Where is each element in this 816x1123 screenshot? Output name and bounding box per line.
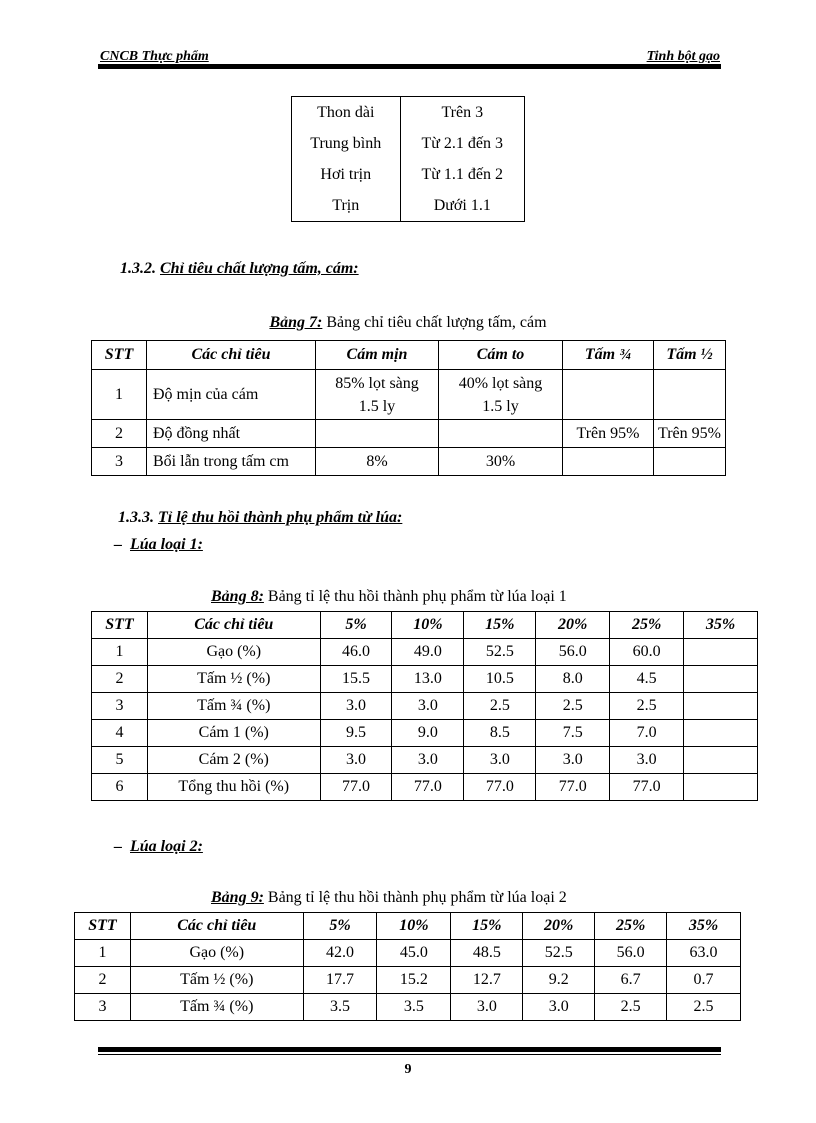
column-header: 10% bbox=[392, 612, 464, 639]
table-row bbox=[292, 97, 525, 129]
dash: – bbox=[114, 838, 122, 855]
table-cell: 3.5 bbox=[303, 994, 377, 1021]
table-cell: 2.5 bbox=[595, 994, 667, 1021]
table-cell: Độ đồng nhất bbox=[147, 420, 316, 448]
table-cell: Cám 1 (%) bbox=[147, 720, 320, 747]
page-number: 9 bbox=[404, 1062, 412, 1077]
table-cell: 6 bbox=[92, 774, 148, 801]
section-heading-1-3-3 bbox=[118, 509, 402, 527]
section-number: 1.3.3. bbox=[118, 509, 154, 526]
table-cell: 3.0 bbox=[464, 747, 536, 774]
column-header: 35% bbox=[667, 913, 741, 940]
section-heading-1-3-2 bbox=[120, 260, 359, 278]
table-row bbox=[75, 967, 741, 994]
table-cell: 52.5 bbox=[464, 639, 536, 666]
table-cell: 17.7 bbox=[303, 967, 377, 994]
table-cell: 4.5 bbox=[610, 666, 684, 693]
table-cell: 77.0 bbox=[610, 774, 684, 801]
ratio-cell: Dưới 1.1 bbox=[400, 190, 524, 222]
table-cell: 2.5 bbox=[536, 693, 610, 720]
table-cell: 8.0 bbox=[536, 666, 610, 693]
table-cell: 56.0 bbox=[536, 639, 610, 666]
table-cell: 77.0 bbox=[536, 774, 610, 801]
table-cell: 10.5 bbox=[464, 666, 536, 693]
table-cell: 3.0 bbox=[392, 693, 464, 720]
shape-name-cell: Hơi trịn bbox=[292, 159, 401, 190]
table7 bbox=[91, 340, 726, 476]
table-row bbox=[92, 747, 758, 774]
table-cell: 3.0 bbox=[523, 994, 595, 1021]
column-header: STT bbox=[92, 341, 147, 370]
table-cell: Gạo (%) bbox=[147, 639, 320, 666]
table-row bbox=[92, 693, 758, 720]
table-cell: 48.5 bbox=[451, 940, 523, 967]
table-cell: 7.0 bbox=[610, 720, 684, 747]
caption-text: Bảng tỉ lệ thu hồi thành phụ phẩm từ lúa loại 1 bbox=[263, 588, 567, 605]
table-row bbox=[92, 666, 758, 693]
table-cell: 77.0 bbox=[320, 774, 392, 801]
table-cell: Độ mịn của cám bbox=[147, 370, 316, 420]
table-row bbox=[92, 720, 758, 747]
table-cell: Tấm ¾ (%) bbox=[147, 693, 320, 720]
caption-label: Bảng 7: bbox=[269, 314, 323, 331]
table-cell: 2.5 bbox=[464, 693, 536, 720]
table-row bbox=[92, 370, 726, 420]
table-cell: 52.5 bbox=[523, 940, 595, 967]
table-cell: 3.5 bbox=[377, 994, 451, 1021]
table-cell: 2.5 bbox=[610, 693, 684, 720]
ratio-cell: Trên 3 bbox=[400, 97, 524, 129]
table-cell: 4 bbox=[92, 720, 148, 747]
table-cell: 3.0 bbox=[392, 747, 464, 774]
table-cell: 42.0 bbox=[303, 940, 377, 967]
table-cell: 3 bbox=[92, 448, 147, 476]
shape-name-cell: Thon dài bbox=[292, 97, 401, 129]
table-cell: 5 bbox=[92, 747, 148, 774]
table-cell: 1 bbox=[92, 639, 148, 666]
caption-label: Bảng 9: bbox=[211, 889, 264, 906]
table-row bbox=[92, 448, 726, 476]
table-cell bbox=[684, 720, 758, 747]
column-header: 5% bbox=[320, 612, 392, 639]
table-row bbox=[92, 639, 758, 666]
table-cell: 3.0 bbox=[610, 747, 684, 774]
table-row bbox=[92, 774, 758, 801]
column-header: 15% bbox=[464, 612, 536, 639]
table-cell: 1 bbox=[75, 940, 131, 967]
table-row bbox=[292, 128, 525, 159]
table-cell: 3.0 bbox=[320, 693, 392, 720]
column-header: Cám mịn bbox=[316, 341, 439, 370]
column-header: 35% bbox=[684, 612, 758, 639]
table-cell: 2 bbox=[92, 666, 148, 693]
table-cell: 0.7 bbox=[667, 967, 741, 994]
table-row bbox=[92, 420, 726, 448]
section-title: Chỉ tiêu chất lượng tấm, cám: bbox=[160, 260, 359, 277]
table-cell: 3.0 bbox=[320, 747, 392, 774]
table-cell: 3.0 bbox=[451, 994, 523, 1021]
column-header: Cám to bbox=[439, 341, 563, 370]
table-cell: 8.5 bbox=[464, 720, 536, 747]
table-cell: 9.2 bbox=[523, 967, 595, 994]
table-cell: 2 bbox=[75, 967, 131, 994]
shape-name-cell: Trịn bbox=[292, 190, 401, 222]
subheading-lua-loai-1 bbox=[114, 536, 203, 554]
table-cell: 12.7 bbox=[451, 967, 523, 994]
table-cell: 56.0 bbox=[595, 940, 667, 967]
column-header: 20% bbox=[523, 913, 595, 940]
header-row bbox=[75, 913, 741, 940]
header-rule bbox=[98, 64, 721, 69]
table-cell: 60.0 bbox=[610, 639, 684, 666]
table-cell bbox=[684, 747, 758, 774]
header-right: Tinh bột gạo bbox=[646, 49, 720, 64]
caption-label: Bảng 8: bbox=[211, 588, 264, 605]
table-cell: Tấm ¾ (%) bbox=[130, 994, 303, 1021]
table-row bbox=[292, 159, 525, 190]
table-cell bbox=[654, 370, 726, 420]
header-row bbox=[92, 612, 758, 639]
table-cell: 3 bbox=[75, 994, 131, 1021]
table-cell: 46.0 bbox=[320, 639, 392, 666]
table7-caption bbox=[0, 314, 816, 332]
column-header: 10% bbox=[377, 913, 451, 940]
column-header: STT bbox=[92, 612, 148, 639]
table8-caption bbox=[211, 588, 567, 606]
table-cell: Tấm ½ (%) bbox=[130, 967, 303, 994]
table-cell: 2 bbox=[92, 420, 147, 448]
table-cell: 3.0 bbox=[536, 747, 610, 774]
column-header: Tấm ½ bbox=[654, 341, 726, 370]
table-cell: Tấm ½ (%) bbox=[147, 666, 320, 693]
table-cell: 2.5 bbox=[667, 994, 741, 1021]
column-header: Các chỉ tiêu bbox=[147, 341, 316, 370]
subheading-label: Lúa loại 1: bbox=[130, 536, 203, 553]
table-cell: Tổng thu hồi (%) bbox=[147, 774, 320, 801]
column-header: 15% bbox=[451, 913, 523, 940]
table-cell: 8% bbox=[316, 448, 439, 476]
table-cell: 77.0 bbox=[392, 774, 464, 801]
table-cell: 9.5 bbox=[320, 720, 392, 747]
table9 bbox=[74, 912, 741, 1021]
table-cell bbox=[563, 448, 654, 476]
table-cell: 1 bbox=[92, 370, 147, 420]
table-row bbox=[75, 940, 741, 967]
table-cell: 9.0 bbox=[392, 720, 464, 747]
column-header: 25% bbox=[610, 612, 684, 639]
shape-name-cell: Trung bình bbox=[292, 128, 401, 159]
header-left: CNCB Thực phẩm bbox=[100, 49, 209, 64]
subheading-lua-loai-2 bbox=[114, 838, 203, 856]
footer-rule bbox=[98, 1047, 721, 1052]
table-cell: 77.0 bbox=[464, 774, 536, 801]
column-header: Các chỉ tiêu bbox=[130, 913, 303, 940]
table-cell bbox=[684, 693, 758, 720]
table-cell: 63.0 bbox=[667, 940, 741, 967]
table-cell: 30% bbox=[439, 448, 563, 476]
table-row bbox=[292, 190, 525, 222]
table-cell: 45.0 bbox=[377, 940, 451, 967]
table-cell: 40% lọt sàng 1.5 ly bbox=[439, 370, 563, 420]
column-header: 25% bbox=[595, 913, 667, 940]
table-cell: Trên 95% bbox=[563, 420, 654, 448]
header-row bbox=[92, 341, 726, 370]
table-cell bbox=[684, 666, 758, 693]
column-header: 5% bbox=[303, 913, 377, 940]
table-cell: Cám 2 (%) bbox=[147, 747, 320, 774]
table-cell bbox=[654, 448, 726, 476]
table8 bbox=[91, 611, 758, 801]
table-row bbox=[75, 994, 741, 1021]
column-header: Các chỉ tiêu bbox=[147, 612, 320, 639]
table-cell: 15.5 bbox=[320, 666, 392, 693]
column-header: STT bbox=[75, 913, 131, 940]
table-cell: 7.5 bbox=[536, 720, 610, 747]
table-cell bbox=[684, 639, 758, 666]
table-cell bbox=[439, 420, 563, 448]
section-title: Tỉ lệ thu hồi thành phụ phẩm từ lúa: bbox=[158, 509, 403, 526]
column-header: 20% bbox=[536, 612, 610, 639]
table-cell: 85% lọt sàng 1.5 ly bbox=[316, 370, 439, 420]
table-cell bbox=[563, 370, 654, 420]
footer-rule-thin bbox=[98, 1054, 721, 1055]
table-cell: 3 bbox=[92, 693, 148, 720]
table-cell bbox=[316, 420, 439, 448]
section-number: 1.3.2. bbox=[120, 260, 156, 277]
table-cell: Gạo (%) bbox=[130, 940, 303, 967]
grain-shape-table bbox=[291, 96, 525, 222]
ratio-cell: Từ 1.1 đến 2 bbox=[400, 159, 524, 190]
table-cell: 6.7 bbox=[595, 967, 667, 994]
table-cell: 49.0 bbox=[392, 639, 464, 666]
caption-text: Bảng chỉ tiêu chất lượng tấm, cám bbox=[322, 314, 547, 331]
table-cell: Trên 95% bbox=[654, 420, 726, 448]
dash: – bbox=[114, 536, 122, 553]
ratio-cell: Từ 2.1 đến 3 bbox=[400, 128, 524, 159]
column-header: Tấm ¾ bbox=[563, 341, 654, 370]
caption-text: Bảng tỉ lệ thu hồi thành phụ phẩm từ lúa loại 2 bbox=[263, 889, 567, 906]
subheading-label: Lúa loại 2: bbox=[130, 838, 203, 855]
table-cell bbox=[684, 774, 758, 801]
table-cell: 13.0 bbox=[392, 666, 464, 693]
table9-caption bbox=[211, 889, 567, 907]
table-cell: 15.2 bbox=[377, 967, 451, 994]
table-cell: Bổi lẫn trong tấm cm bbox=[147, 448, 316, 476]
